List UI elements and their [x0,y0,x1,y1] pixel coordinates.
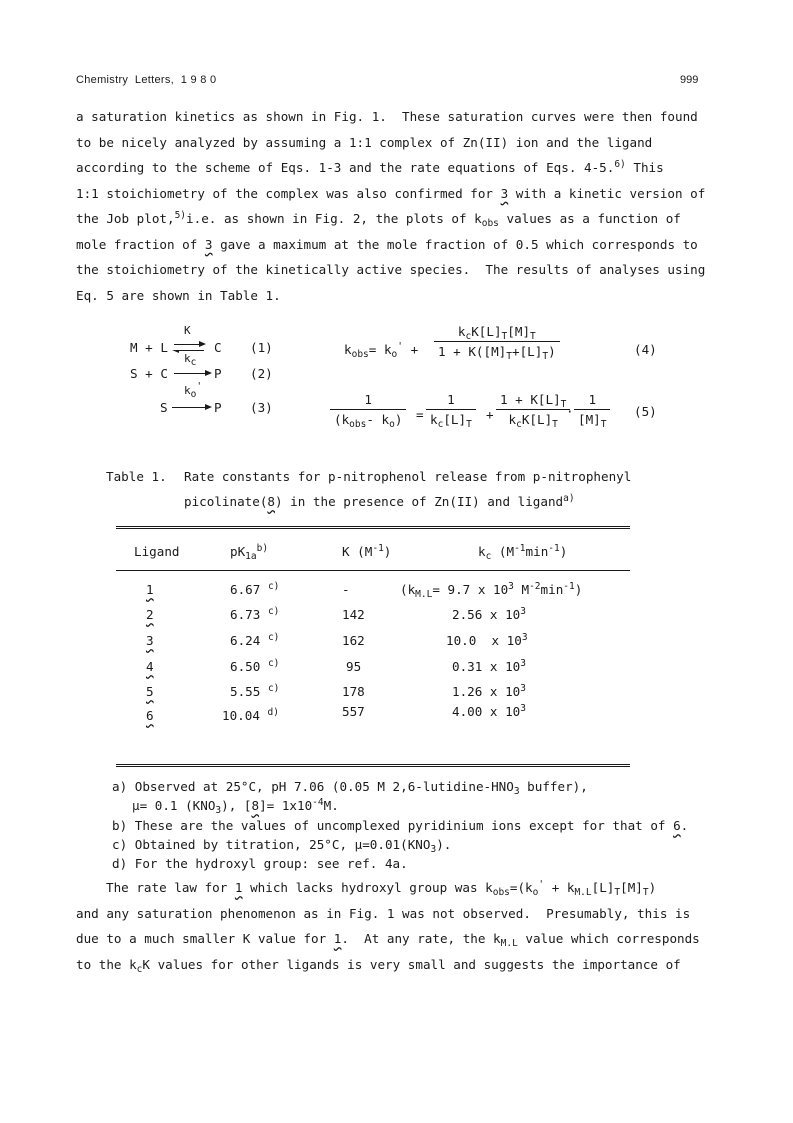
closing-line-1: The rate law for 1 which lacks hydroxyl group was $k_{obs}=(k_o' + k_{M.L}[L]_T[M]_T)$ [106,879,657,898]
closing-line-3: due to a much smaller K value for 1. At any rate, the $k_{M.L}$ value which corresponds [76,931,700,949]
row-pk: 10.04 $^{d)}$ [222,707,279,723]
eq3-number: (3) [250,400,273,415]
table-header-rule [116,570,630,571]
th-pk: $pK_{1a}^{b)}$ [230,543,269,562]
eq3-rhs: P [214,400,222,415]
eq2-lhs: S + C [130,366,168,381]
closing-line-2: and any saturation phenomenon as in Fig. 1 was not observed. Presumably, this is [76,906,691,921]
row-ligand: 1 [146,582,154,597]
table-top-rule-2 [116,528,630,529]
table-caption-line-2: picolinate(8) in the presence of Zn(II) and ligand$^{a)}$ [184,493,575,509]
ref-6: 6) [614,159,626,170]
row-ligand: 6 [146,708,154,723]
intro-line-8: Eq. 5 are shown in Table 1. [76,287,281,303]
eq5-equals: = [416,407,424,422]
row-ligand: 3 [146,633,154,648]
compound-ref: 3 [500,185,509,201]
eq1-reverse-arrow [174,350,204,351]
eq4-number: (4) [634,342,657,357]
eq2-rhs: P [214,366,222,381]
intro-line-5: the Job plot,$^{5)}$i.e. as shown in Fig. 2, the plots of $k_{obs}$ values as a function of [76,210,681,229]
row-kc: 10.0 x $10^3$ [446,632,528,648]
footnote-b: b) These are the values of uncomplexed pyridinium ions except for that of 6. [112,818,689,833]
th-kc: $k_c$ $(M^{-1}\min^{-1})$ [478,543,568,562]
table-top-rule [116,526,630,527]
row-k: - [342,582,350,597]
eq2-arrow [174,373,210,374]
eq4-lhs: $k_{obs}= k_o'$ + [344,341,419,360]
eq5-plus: + [486,407,494,422]
compound-ref: 3 [204,236,213,252]
eq5-fraction-3: $1 + K[L]_T$ $k_cK[L]_T$ [496,392,570,427]
journal-header: Chemistry Letters, 1 9 8 0 [76,74,217,86]
table-bottom-rule [116,764,630,765]
row-kc: 1.26 x $10^3$ [452,683,526,699]
eq4-fraction: $k_cK[L]_T[M]_T$ $1 + K([M]_T+[L]_T)$ [434,324,560,359]
intro-line-4: 1:1 stoichiometry of the complex was also confirmed for 3 with a kinetic version of [76,185,706,201]
eq1-number: (1) [250,340,273,355]
eq3-lhs: S [160,400,168,415]
intro-line-1: a saturation kinetics as shown in Fig. 1. These saturation curves were then found [76,109,698,124]
table-caption-label: Table 1. [106,469,167,484]
intro-line-2: to be nicely analyzed by assuming a 1:1 complex of Zn(II) ion and the ligand [76,134,653,150]
eq2-constant: $k_c$ [184,352,197,368]
eq5-fraction-1: 1 ($k_{obs}-$ $k_o$) [330,392,406,427]
intro-line-6: mole fraction of 3 gave a maximum at the mole fraction of 0.5 which corresponds to [76,236,698,252]
eq2-number: (2) [250,366,273,381]
row-k: 557 [342,704,365,719]
eq5-fraction-4: 1 $[M]_T$ [574,392,610,427]
row-kc: 2.56 x $10^3$ [452,606,526,622]
ref-5: 5) [174,210,187,221]
row-kc: 0.31 x $10^3$ [452,658,526,674]
intro-paragraph [76,104,726,308]
row-ligand: 4 [146,659,154,674]
row-kc: 4.00 x $10^3$ [452,703,526,719]
row-k: 162 [342,633,365,648]
table-caption-line-1: Rate constants for p-nitrophenol release from p-nitrophenyl [184,469,632,484]
intro-line-7: the stoichiometry of the kinetically active species. The results of analyses using [76,262,706,277]
row-k: 178 [342,684,365,699]
row-ligand: 2 [146,607,154,622]
footnote-a-cont: μ= 0.1 $(KNO_3)$, $[8]= 1x10^{-4}M$. [132,797,339,816]
row-k: 95 [346,659,362,674]
eq1-lhs: M + L [130,340,168,355]
th-ligand: Ligand [134,544,180,559]
eq1-rhs: C [214,340,222,355]
footnote-a: a) Observed at 25°C, pH 7.06 (0.05 M $2,6-lutidine-HNO_3$ buffer), [112,779,588,797]
eq3-constant: $k_o'$ [184,381,203,400]
th-k: K $(M^{-1})$ [342,543,392,559]
page-number: 999 [680,74,699,86]
eq1-constant: K [184,324,191,337]
row-pk: 6.50 $^{c)}$ [230,658,280,674]
eq5-number: (5) [634,404,657,419]
closing-line-4: to the $k_cK$ values for other ligands is very small and suggests the importance of [76,957,681,975]
footnote-c: c) Obtained by titration, 25°C, $\mu=0.01(KNO_3)$. [112,837,452,855]
eq5-dot: · [566,404,574,419]
row-k: 142 [342,607,365,622]
row-pk: 6.67 $^{c)}$ [230,581,280,597]
row-pk: 6.73 $^{c)}$ [230,606,280,622]
table-bottom-rule-2 [116,766,630,767]
row-ligand: 5 [146,684,154,699]
row-kc: ($k_{M.L}= 9.7$ x $10^3$ $M^{-2}\min^{-1}$) [400,581,583,600]
intro-line-3: according to the scheme of Eqs. 1-3 and the rate equations of Eqs. 4-5.$^{6)}$ This [76,159,664,175]
eq1-forward-arrow [174,344,204,345]
row-pk: 5.55 $^{c)}$ [230,683,280,699]
row-pk: 6.24 $^{c)}$ [230,632,280,648]
eq5-fraction-2: 1 $k_c[L]_T$ [426,392,476,427]
footnote-d: d) For the hydroxyl group: see ref. 4a. [112,856,408,871]
eq3-arrow [172,407,210,408]
